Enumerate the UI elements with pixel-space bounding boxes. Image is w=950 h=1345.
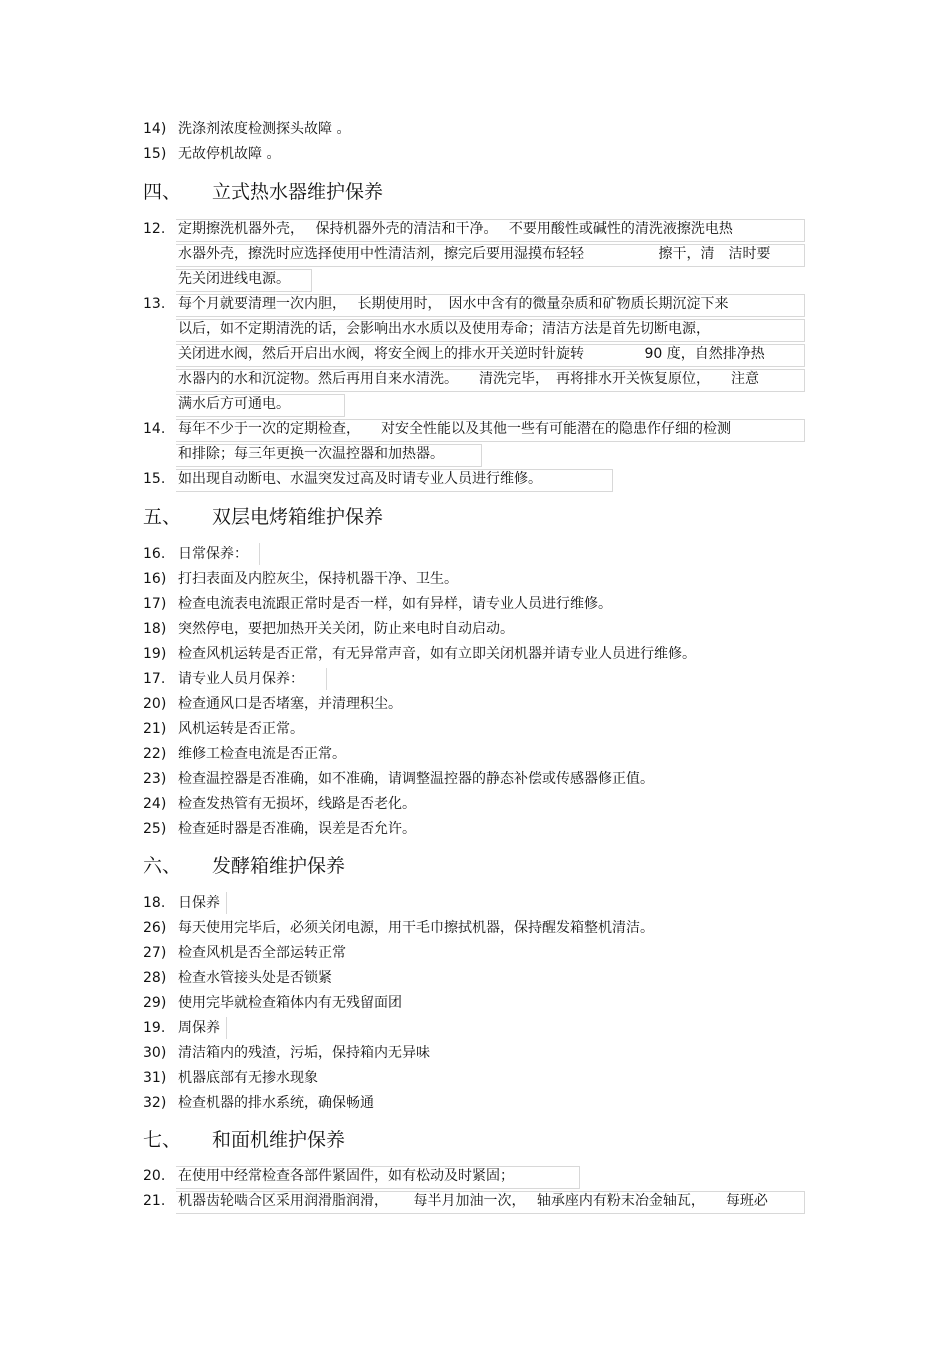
item-text: 清洁箱内的残渣，污垢，保持箱内无异味 <box>178 1045 430 1061</box>
list-item <box>143 1192 768 1210</box>
item-text: 每年不少于一次的定期检查， 对安全性能以及其他一些有可能潜在的隐患作仔细的检测 <box>178 421 731 437</box>
section-heading <box>143 505 383 529</box>
list-item <box>143 645 696 663</box>
item-text: 机器底部有无掺水现象 <box>178 1070 318 1086</box>
list-item <box>143 1019 220 1037</box>
section-heading <box>143 1128 345 1152</box>
item-text: 检查水管接头处是否锁紧 <box>178 970 332 986</box>
item-number: 31) <box>143 1070 167 1086</box>
item-number: 18) <box>143 621 167 637</box>
item-text: 洗涤剂浓度检测探头故障 。 <box>178 121 351 137</box>
item-number: 22) <box>143 746 167 762</box>
item-number: 15. <box>143 471 166 487</box>
frame-edge <box>226 1017 227 1039</box>
section-number: 六、 <box>143 855 182 877</box>
item-text: 先关闭进线电源。 <box>178 271 290 287</box>
list-item <box>143 1044 430 1062</box>
item-number: 25) <box>143 821 167 837</box>
item-number: 23) <box>143 771 167 787</box>
item-text: 检查延时器是否准确，误差是否允许。 <box>178 821 416 837</box>
item-text: 在使用中经常检查各部件紧固件，如有松动及时紧固； <box>178 1168 514 1184</box>
list-item <box>143 570 458 588</box>
item-number: 20) <box>143 696 167 712</box>
item-text: 检查风机运转是否正常，有无异常声音，如有立即关闭机器并请专业人员进行维修。 <box>178 646 696 662</box>
item-text: 定期擦洗机器外壳， 保持机器外壳的清洁和干净。 不要用酸性或碱性的清洗液擦洗电热 <box>178 221 733 237</box>
list-item <box>143 919 654 937</box>
list-item <box>143 670 304 688</box>
frame-edge <box>326 668 327 690</box>
item-number: 30) <box>143 1045 167 1061</box>
item-number: 13. <box>143 296 166 312</box>
item-number: 21) <box>143 721 167 737</box>
item-text: 请专业人员月保养： <box>178 671 304 687</box>
item-text: 检查风机是否全部运转正常 <box>178 945 346 961</box>
item-text: 每天使用完毕后，必须关闭电源，用干毛巾擦拭机器，保持醒发箱整机清洁。 <box>178 920 654 936</box>
item-number: 15) <box>143 146 167 162</box>
section-heading <box>143 854 345 878</box>
item-text: 检查通风口是否堵塞，并清理积尘。 <box>178 696 402 712</box>
section-heading <box>143 180 383 204</box>
list-item <box>143 420 178 438</box>
section-title: 发酵箱维护保养 <box>212 855 346 877</box>
item-number: 16. <box>143 546 166 562</box>
list-item <box>143 620 514 638</box>
list-item <box>143 695 402 713</box>
item-number: 16) <box>143 571 167 587</box>
item-text: 机器齿轮啮合区采用润滑脂润滑， 每半月加油一次， 轴承座内有粉末冶金轴瓦， 每班必 <box>178 1193 768 1209</box>
list-item <box>143 295 178 313</box>
item-text: 满水后方可通电。 <box>178 396 290 412</box>
item-number: 27) <box>143 945 167 961</box>
list-item <box>143 545 248 563</box>
list-item <box>143 894 220 912</box>
item-number: 14. <box>143 421 166 437</box>
item-number: 19) <box>143 646 167 662</box>
item-text: 如出现自动断电、水温突发过高及时请专业人员进行维修。 <box>178 471 542 487</box>
item-number: 20. <box>143 1168 166 1184</box>
item-text: 维修工检查电流是否正常。 <box>178 746 346 762</box>
item-text: 水器内的水和沉淀物。然后再用自来水清洗。 清洗完毕， 再将排水开关恢复原位， 注意 <box>178 371 759 387</box>
list-item <box>143 120 350 138</box>
list-item <box>143 1069 318 1087</box>
item-text: 周保养 <box>178 1020 220 1036</box>
item-text: 检查温控器是否准确，如不准确，请调整温控器的静态补偿或传感器修正值。 <box>178 771 654 787</box>
frame-edge <box>259 543 260 565</box>
item-text: 无故停机故障 。 <box>178 146 281 162</box>
item-number: 21. <box>143 1193 166 1209</box>
item-number: 17. <box>143 671 166 687</box>
item-text: 每个月就要清理一次内胆， 长期使用时， 因水中含有的微量杂质和矿物质长期沉淀下来 <box>178 296 729 312</box>
item-text: 以后，如不定期清洗的话，会影响出水水质以及使用寿命；清洁方法是首先切断电源， <box>178 321 710 337</box>
section-number: 四、 <box>143 181 182 203</box>
item-text: 检查电流表电流跟正常时是否一样，如有异样，请专业人员进行维修。 <box>178 596 612 612</box>
section-title: 和面机维护保养 <box>212 1129 346 1151</box>
list-item <box>143 720 304 738</box>
item-text: 关闭进水阀，然后开启出水阀，将安全阀上的排水开关逆时针旋转 90 度，自然排净热 <box>178 346 765 362</box>
item-number: 12. <box>143 221 166 237</box>
item-number: 28) <box>143 970 167 986</box>
item-text: 日保养 <box>178 895 220 911</box>
list-item <box>143 145 280 163</box>
item-text: 检查机器的排水系统，确保畅通 <box>178 1095 374 1111</box>
section-title: 双层电烤箱维护保养 <box>212 506 384 528</box>
list-item <box>143 745 346 763</box>
section-title: 立式热水器维护保养 <box>212 181 384 203</box>
list-item <box>143 944 346 962</box>
list-item <box>143 820 416 838</box>
item-text: 检查发热管有无损坏，线路是否老化。 <box>178 796 416 812</box>
item-text: 打扫表面及内腔灰尘，保持机器干净、卫生。 <box>178 571 458 587</box>
list-item <box>143 470 542 488</box>
item-number: 26) <box>143 920 167 936</box>
item-text: 日常保养： <box>178 546 248 562</box>
item-number: 17) <box>143 596 167 612</box>
item-text: 和排除；每三年更换一次温控器和加热器。 <box>178 446 444 462</box>
list-item <box>143 969 332 987</box>
item-text: 风机运转是否正常。 <box>178 721 304 737</box>
item-text: 水器外壳，擦洗时应选择使用中性清洁剂，擦完后要用湿摸布轻轻 擦干，清 洁时要 <box>178 246 771 262</box>
item-number: 19. <box>143 1020 166 1036</box>
item-number: 18. <box>143 895 166 911</box>
item-number: 32) <box>143 1095 167 1111</box>
list-item <box>143 1167 514 1185</box>
item-number: 14) <box>143 121 167 137</box>
list-item <box>143 1094 374 1112</box>
item-number: 24) <box>143 796 167 812</box>
section-number: 七、 <box>143 1129 182 1151</box>
list-item <box>143 220 178 238</box>
list-item <box>143 595 612 613</box>
item-text: 使用完毕就检查箱体内有无残留面团 <box>178 995 402 1011</box>
list-item <box>143 994 402 1012</box>
section-number: 五、 <box>143 506 182 528</box>
list-item <box>143 770 654 788</box>
frame-edge <box>226 892 227 914</box>
list-item <box>143 795 416 813</box>
item-number: 29) <box>143 995 167 1011</box>
item-text: 突然停电，要把加热开关关闭，防止来电时自动启动。 <box>178 621 514 637</box>
